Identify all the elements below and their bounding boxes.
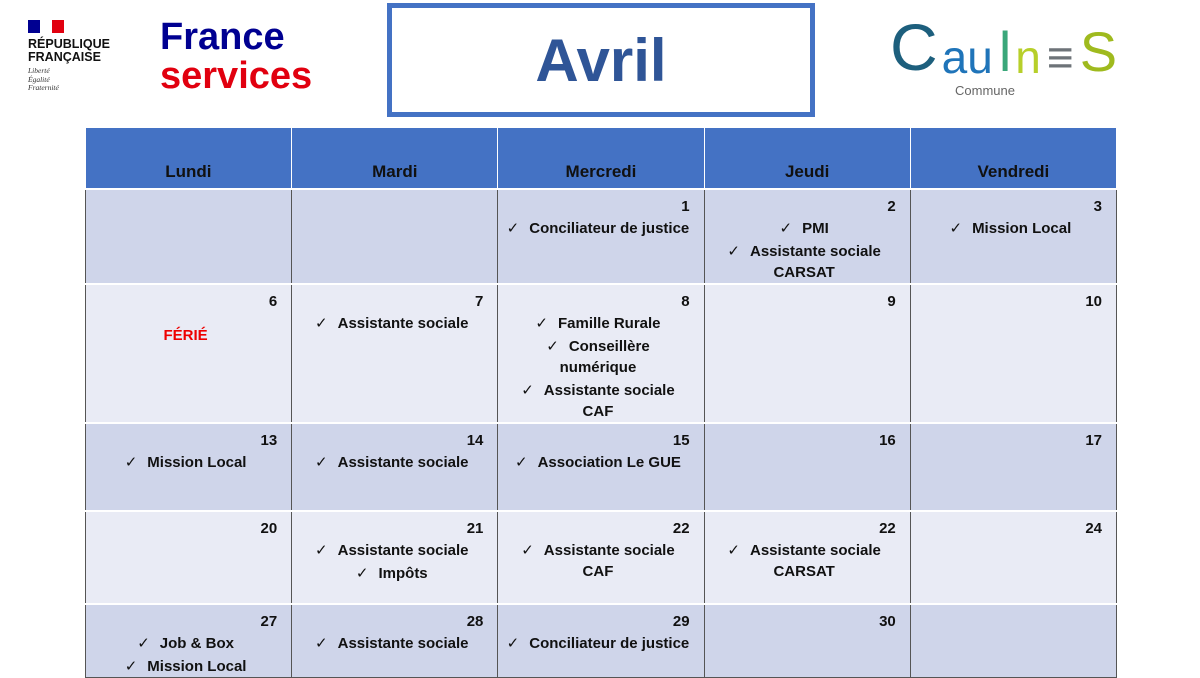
- day-cell: [704, 423, 910, 511]
- appointment-label: Impôts: [378, 565, 428, 582]
- day-number: 7: [475, 293, 484, 310]
- day-number: 8: [681, 293, 690, 310]
- appointment-item: [506, 633, 689, 654]
- day-header: Mercredi: [498, 128, 704, 189]
- appointment-item: [506, 336, 689, 378]
- day-cell: [498, 511, 704, 604]
- day-cell: [292, 189, 498, 284]
- day-number: 22: [879, 520, 896, 537]
- appointment-label: Famille Rurale: [557, 315, 661, 332]
- appointment-label: Assistante sociale: [337, 454, 469, 471]
- appointment-item: [300, 540, 483, 561]
- day-cell: [910, 284, 1116, 423]
- day-cell: [704, 511, 910, 604]
- appointment-item: [300, 563, 483, 584]
- appointment-item: [506, 540, 689, 582]
- checkmark-icon: ✓: [506, 220, 520, 237]
- day-cell: [498, 284, 704, 423]
- appointment-label: Mission Local: [147, 454, 247, 471]
- appointment-item: [300, 633, 483, 654]
- republique-francaise-logo: [28, 20, 110, 93]
- week-row: [86, 189, 1117, 284]
- checkmark-icon: ✓: [779, 220, 793, 237]
- day-number: 15: [672, 432, 690, 449]
- day-number: 28: [466, 613, 484, 630]
- week-row: [86, 511, 1117, 604]
- appointment-item: [919, 218, 1102, 239]
- appointment-label: Conseillère numérique: [559, 338, 650, 376]
- day-cell: [86, 604, 292, 678]
- appointment-item: [94, 633, 277, 654]
- appointment-label: Mission Local: [147, 658, 247, 675]
- day-number: 29: [672, 613, 690, 630]
- appointment-item: [713, 540, 896, 582]
- motto: Fraternité: [28, 83, 59, 92]
- day-cell: [86, 423, 292, 511]
- france-services-logo: [160, 18, 312, 96]
- appointment-label: Job & Box: [159, 635, 234, 652]
- checkmark-icon: ✓: [521, 542, 534, 559]
- logo-text: France: [160, 16, 285, 58]
- day-number: 9: [887, 293, 896, 310]
- appointment-label: Conciliateur de justice: [529, 220, 690, 237]
- week-row: [86, 423, 1117, 511]
- appointment-label: PMI: [802, 220, 829, 237]
- appointment-item: [506, 313, 689, 334]
- appointment-label: Assistante sociale: [337, 315, 469, 332]
- checkmark-icon: ✓: [506, 635, 520, 652]
- appointment-label: Assistante sociale: [337, 542, 469, 559]
- day-number: 1: [681, 198, 690, 215]
- appointment-item: [713, 241, 896, 283]
- motto: Liberté: [28, 66, 50, 75]
- checkmark-icon: ✓: [727, 542, 740, 559]
- french-flag-icon: [28, 20, 64, 33]
- day-cell: [498, 604, 704, 678]
- day-cell: [292, 284, 498, 423]
- checkmark-icon: ✓: [521, 382, 534, 399]
- day-number: [919, 613, 1102, 631]
- day-cell: [498, 189, 704, 284]
- day-cell: [292, 423, 498, 511]
- day-header: Jeudi: [704, 128, 910, 189]
- day-number: 2: [887, 198, 896, 215]
- day-number: 21: [466, 520, 484, 537]
- appointment-item: [506, 380, 689, 422]
- day-number: 16: [879, 432, 896, 449]
- day-cell: [86, 511, 292, 604]
- checkmark-icon: ✓: [315, 315, 328, 332]
- motto: Égalité: [28, 74, 50, 84]
- appointment-label: Assistante sociale CARSAT: [749, 542, 881, 580]
- day-number: 17: [1085, 432, 1102, 449]
- appointment-item: [506, 218, 689, 239]
- day-cell: [292, 511, 498, 604]
- logo-text: FRANÇAISE: [28, 50, 101, 64]
- appointment-item: [300, 452, 483, 473]
- checkmark-icon: ✓: [535, 315, 548, 332]
- appointment-label: Conciliateur de justice: [529, 635, 690, 652]
- day-cell: [704, 189, 910, 284]
- week-row: [86, 604, 1117, 678]
- appointment-item: [300, 313, 483, 334]
- day-number: 24: [1085, 520, 1102, 537]
- day-cell: [86, 284, 292, 423]
- day-header: Vendredi: [910, 128, 1116, 189]
- holiday-label: FÉRIÉ: [163, 327, 208, 344]
- day-cell: [704, 604, 910, 678]
- appointment-label: Mission Local: [972, 220, 1072, 237]
- checkmark-icon: ✓: [546, 338, 559, 355]
- checkmark-icon: ✓: [727, 243, 740, 260]
- appointment-label: Assistante sociale CARSAT: [749, 243, 881, 281]
- month-title: Avril: [387, 3, 815, 117]
- day-cell: [704, 284, 910, 423]
- day-number: 10: [1085, 293, 1102, 310]
- day-cell: [910, 423, 1116, 511]
- appointment-label: Association Le GUE: [537, 454, 681, 471]
- appointment-label: Assistante sociale CAF: [543, 382, 675, 420]
- day-cell: [910, 189, 1116, 284]
- logo-text: RÉPUBLIQUE: [28, 37, 110, 51]
- day-number: 14: [466, 432, 484, 449]
- logo-subtitle: Commune: [955, 83, 1015, 98]
- checkmark-icon: ✓: [315, 454, 328, 471]
- day-number: 6: [268, 293, 278, 310]
- checkmark-icon: ✓: [124, 454, 138, 471]
- calendar-table: [85, 128, 1117, 678]
- day-number: 27: [260, 613, 278, 630]
- logo-text: services: [160, 55, 313, 97]
- caulnes-logo: C au l n ≡ S Commune: [890, 10, 1118, 98]
- appointment-item: [713, 218, 896, 239]
- day-number: 20: [260, 520, 278, 537]
- day-cell: [292, 604, 498, 678]
- checkmark-icon: ✓: [124, 658, 138, 675]
- day-cell: [86, 189, 292, 284]
- appointment-item: [94, 656, 277, 677]
- day-header: Mardi: [292, 128, 498, 189]
- day-number: [94, 198, 277, 216]
- day-number: 13: [260, 432, 278, 449]
- checkmark-icon: ✓: [514, 454, 528, 471]
- appointment-item: [94, 452, 277, 473]
- day-cell: [910, 604, 1116, 678]
- day-number: 3: [1093, 198, 1102, 215]
- checkmark-icon: ✓: [137, 635, 150, 652]
- checkmark-icon: ✓: [315, 542, 328, 559]
- day-cell: [910, 511, 1116, 604]
- checkmark-icon: ✓: [315, 635, 328, 652]
- checkmark-icon: ✓: [355, 565, 369, 582]
- day-cell: [498, 423, 704, 511]
- appointment-label: Assistante sociale: [337, 635, 469, 652]
- day-number: [300, 198, 483, 216]
- checkmark-icon: ✓: [949, 220, 963, 237]
- appointment-item: [506, 452, 689, 473]
- day-header: Lundi: [86, 128, 292, 189]
- appointment-label: Assistante sociale CAF: [543, 542, 675, 580]
- week-row: [86, 284, 1117, 423]
- day-number: 30: [879, 613, 896, 630]
- day-number: 22: [672, 520, 690, 537]
